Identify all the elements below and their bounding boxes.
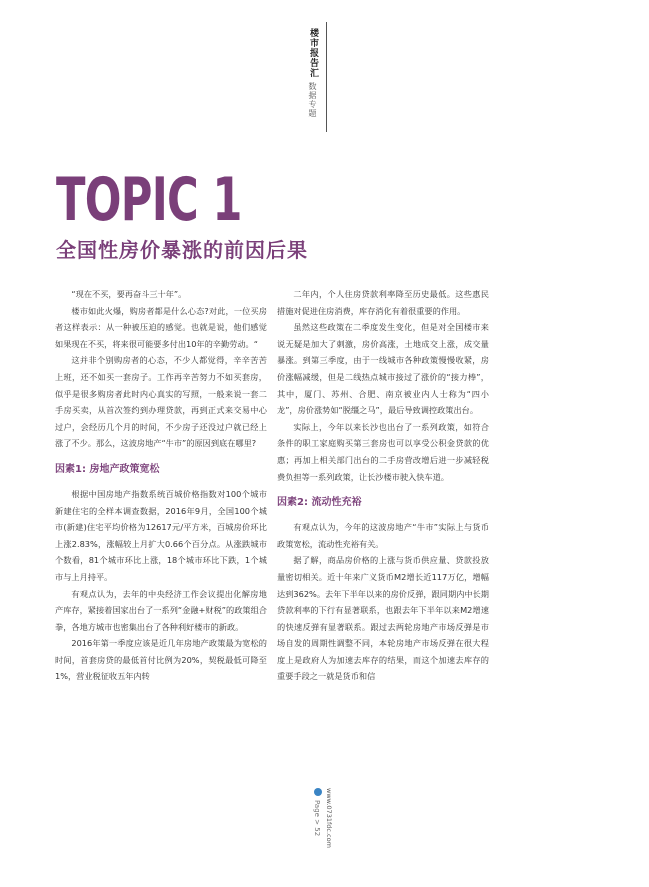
paragraph: 有观点认为，今年的这波房地产“牛市”实际上与货币政策宽松，流动性充裕有关。 [277,522,489,549]
paragraph: 二年内，个人住房贷款利率降至历史最低。这些惠民措施对促进住房消费，库存消化有着很重要的作用。 [277,289,489,316]
factor-heading: 因素2: 流动性充裕 [277,497,362,509]
paragraph: 虽然这些政策在二季度发生变化，但是对全国楼市来说无疑是加大了刺激，房价高涨，土地成交上涨，成交量暴涨。到第三季度，由于一线城市各种政策慢慢收紧，房价涨幅减缓，但是二线热点城市接过了涨价的“接力棒”，其中，厦门、苏州、合肥、南京被业内人士称为“四小龙”，房价涨势如“脱缰之马”，最后导致调控政策出台。 [277,322,489,416]
section-subtitle: 数据专题 [308,82,317,118]
factor-heading: 因素1: 房地产政策宽松 [55,463,160,475]
circle-icon [314,788,322,796]
paragraph: 楼市如此火爆，购房者都是什么心态?对此，一位买房者这样表示：从一种被压迫的感觉。也就是说，他们感觉如果现在不买，将来很可能要多付出10年的辛勤劳动。“ [55,305,267,349]
topic-title: TOPIC 1 [56,165,242,235]
paragraph: 据了解，商品房价格的上涨与货币供应量、贷款投放量密切相关。近十年来广义货币M2增长近117万亿，增幅达到362%。去年下半年以来的房价反弹，跟同期内中长期贷款利率的下行有显著联系，也跟去年下半年以来M2增速的快速反弹有显著联系。跟过去两轮房地产市场反弹是市场自发的周期性调整不同，本轮房地产市场反弹在很大程度上是政府人为加速去库存的结果，而这个加速去库存的重要手段之一就是货币和信 [277,555,489,682]
page-number: Page > 52 [313,800,321,837]
article-headline: 全国性房价暴涨的前因后果 [56,238,308,262]
header-divider [326,22,327,132]
paragraph: 根据中国房地产指数系统百城价格指数对100个城市新建住宅的全样本调查数据，2016年9月，全国100个城市(新建)住宅平均价格为12617元/平方米，百城房价环比上涨2.83%，涨幅较上月扩大0.66个百分点。从涨跌城市个数看，81个城市环比上涨，18个城市环比下跌，1个城市与上月持平。 [55,488,267,582]
section-header [302,22,332,132]
left-column [55,286,267,685]
paragraph: “现在不买，要再奋斗三十年”。 [71,289,187,299]
paragraph: 实际上，今年以来长沙也出台了一系列政策，如符合条件的职工家庭购买第三套房也可以享受公积金贷款的优惠；再加上相关部门出台的二手房营改增后进一步减轻税费负担等一系列政策，让长沙楼市驶入快车道。 [277,421,489,482]
section-title: 楼市报告汇 [308,28,318,78]
paragraph: 2016年第一季度应该是近几年房地产政策最为宽松的时间，首套房贷的最低首付比例为20%，契税最低可降至1%，营业税征收五年内转 [55,638,267,682]
website-url: www.0731fdc.com [325,788,333,848]
right-column [277,286,489,685]
page-footer [303,782,343,848]
paragraph: 这并非个别购房者的心态，不少人都觉得，辛辛苦苦上班，还不如买一套房子。工作再辛苦努力不如买套房，似乎是很多购房者此时内心真实的写照，一般来说一套二手房买卖，从首次签约到办理贷款，再到正式来交易中心过户，会经历几个月的时间，不少房子还没过户就已经上涨了不少。那么，这波房地产“牛市”的原因到底在哪里? [55,355,267,449]
paragraph: 有观点认为，去年的中央经济工作会议提出化解房地产库存，紧接着国家出台了一系列“金融+财税”的政策组合拳，各地方城市也密集出台了各种利好楼市的新政。 [55,588,267,632]
